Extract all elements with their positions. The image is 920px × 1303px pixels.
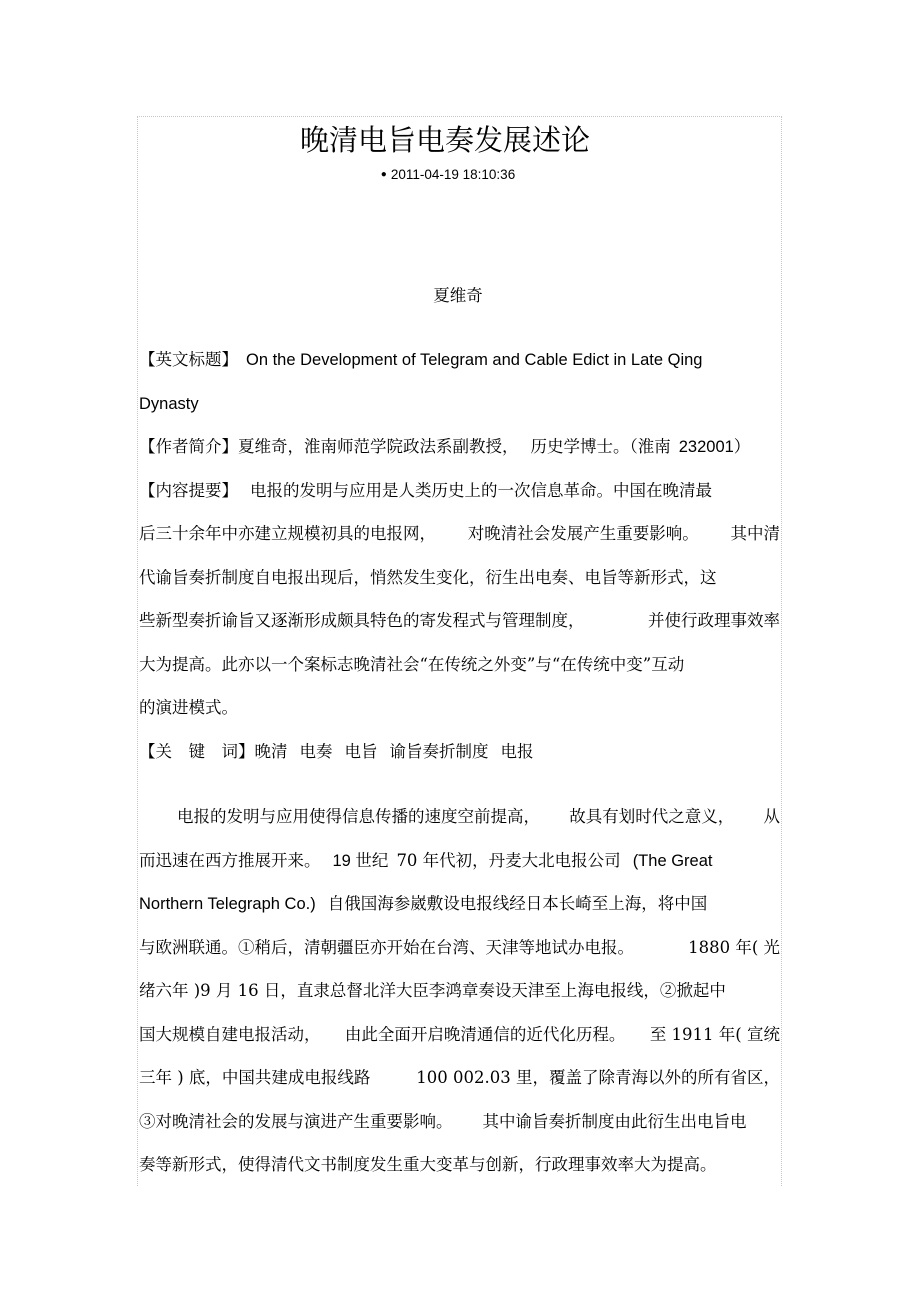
keywords-label: 【关 键 词】 [139,742,255,761]
body-text-8b: 其中谕旨奏折制度由此衍生出电旨电 [482,1112,747,1131]
body-text-2d: (The Great [632,852,713,870]
body-text-8a: ③对晚清社会的发展与演进产生重要影响。 [139,1112,453,1131]
body-text-2c: 70 年代初，丹麦大北电报公司 [396,851,621,870]
body-line-1 [177,806,780,828]
abstract-line-6: 的演进模式。 [139,698,238,717]
body-text-6b: 由此全面开启晚清通信的近代化历程。 [344,1025,626,1044]
keyword: 电奏 [299,742,333,761]
author-bio-line [139,436,784,458]
article-author: 夏维奇 [433,286,483,305]
body-text-1c: 从 [763,807,780,826]
keyword: 谕旨奏折制度 [389,742,489,761]
body-line-8 [139,1111,784,1133]
body-text-2b: 19 世纪 [332,852,389,870]
author-degree: 历史学博士。（淮南 [530,437,671,456]
abstract-text-4b: 并使行政理事效率 [648,611,780,630]
abstract-line-2 [139,523,780,545]
article-title: 晚清电旨电奏发展述论 [299,123,590,157]
en-title-label: 【英文标题】 [139,350,238,369]
keyword: 电旨 [344,742,378,761]
article-date [0,166,896,184]
body-line-4 [139,937,780,959]
abstract-line-3: 代谕旨奏折制度自电报出现后，悄然发生变化，衍生出电奏、电旨等新形式，这 [139,568,717,587]
en-title-line-2: Dynasty [139,395,199,413]
body-text-7b: 100 002.03 里，覆盖了除青海以外的所有省区， [416,1068,780,1087]
body-text-7a: 三年 ) 底，中国共建成电报线路 [139,1068,371,1087]
date-text: 2011-04-19 18:10:36 [390,167,516,182]
abstract-line-1 [139,480,784,502]
bullet-icon: ● [380,169,387,181]
abstract-text-4a: 些新型奏折谕旨又逐渐形成颇具特色的寄发程式与管理制度， [139,611,585,630]
author-postcode: 232001） [678,438,751,456]
abstract-text-2a: 后三十余年中亦建立规模初具的电报网， [139,524,436,543]
body-line-2 [139,850,784,872]
abstract-line-4 [139,610,780,632]
body-text-1a: 电报的发明与应用使得信息传播的速度空前提高， [177,807,540,826]
body-text-4a: 与欧洲联通。①稍后，清朝疆臣亦开始在台湾、天津等地试办电报。 [139,938,634,957]
author-bio-label: 【作者简介】 [139,437,238,456]
abstract-line-5: 大为提高。此亦以一个案标志晚清社会“在传统之外变”与“在传统中变”互动 [139,655,685,674]
en-title-text-1: On the Development of Telegram and Cable Edict in Late Qing [246,351,703,369]
body-line-6 [139,1024,780,1046]
body-line-5: 绪六年 )9 月 16 日，直隶总督北洋大臣李鸿章奏设天津至上海电报线，②掀起中 [139,981,726,1000]
keywords-line [139,741,784,763]
abstract-text-2b: 对晚清社会发展产生重要影响。 [467,524,699,543]
keyword: 晚清 [254,742,288,761]
keyword: 电报 [500,742,534,761]
body-text-3b: 自俄国海参崴敷设电报线经日本长崎至上海，将中国 [327,894,708,913]
body-text-6c: 至 1911 年( 宣统 [649,1025,780,1044]
body-text-2a: 而迅速在西方推展开来。 [139,851,321,870]
body-line-7 [139,1067,780,1089]
body-text-1b: 故具有划时代之意义， [569,807,735,826]
body-line-3 [139,893,784,915]
author-bio-text: 夏维奇，淮南师范学院政法系副教授， [238,437,519,456]
en-title-line-1 [139,349,784,371]
abstract-label: 【内容提要】 [139,481,238,500]
body-text-4b: 1880 年( 光 [688,938,780,957]
body-text-6a: 国大规模自建电报活动， [139,1025,321,1044]
abstract-text-2c: 其中清 [730,524,780,543]
body-line-9: 奏等新形式，使得清代文书制度发生重大变革与创新，行政理事效率大为提高。 [139,1155,717,1174]
body-text-3a: Northern Telegraph Co.) [139,895,316,913]
abstract-text-1: 电报的发明与应用是人类历史上的一次信息革命。中国在晚清最 [250,481,712,500]
